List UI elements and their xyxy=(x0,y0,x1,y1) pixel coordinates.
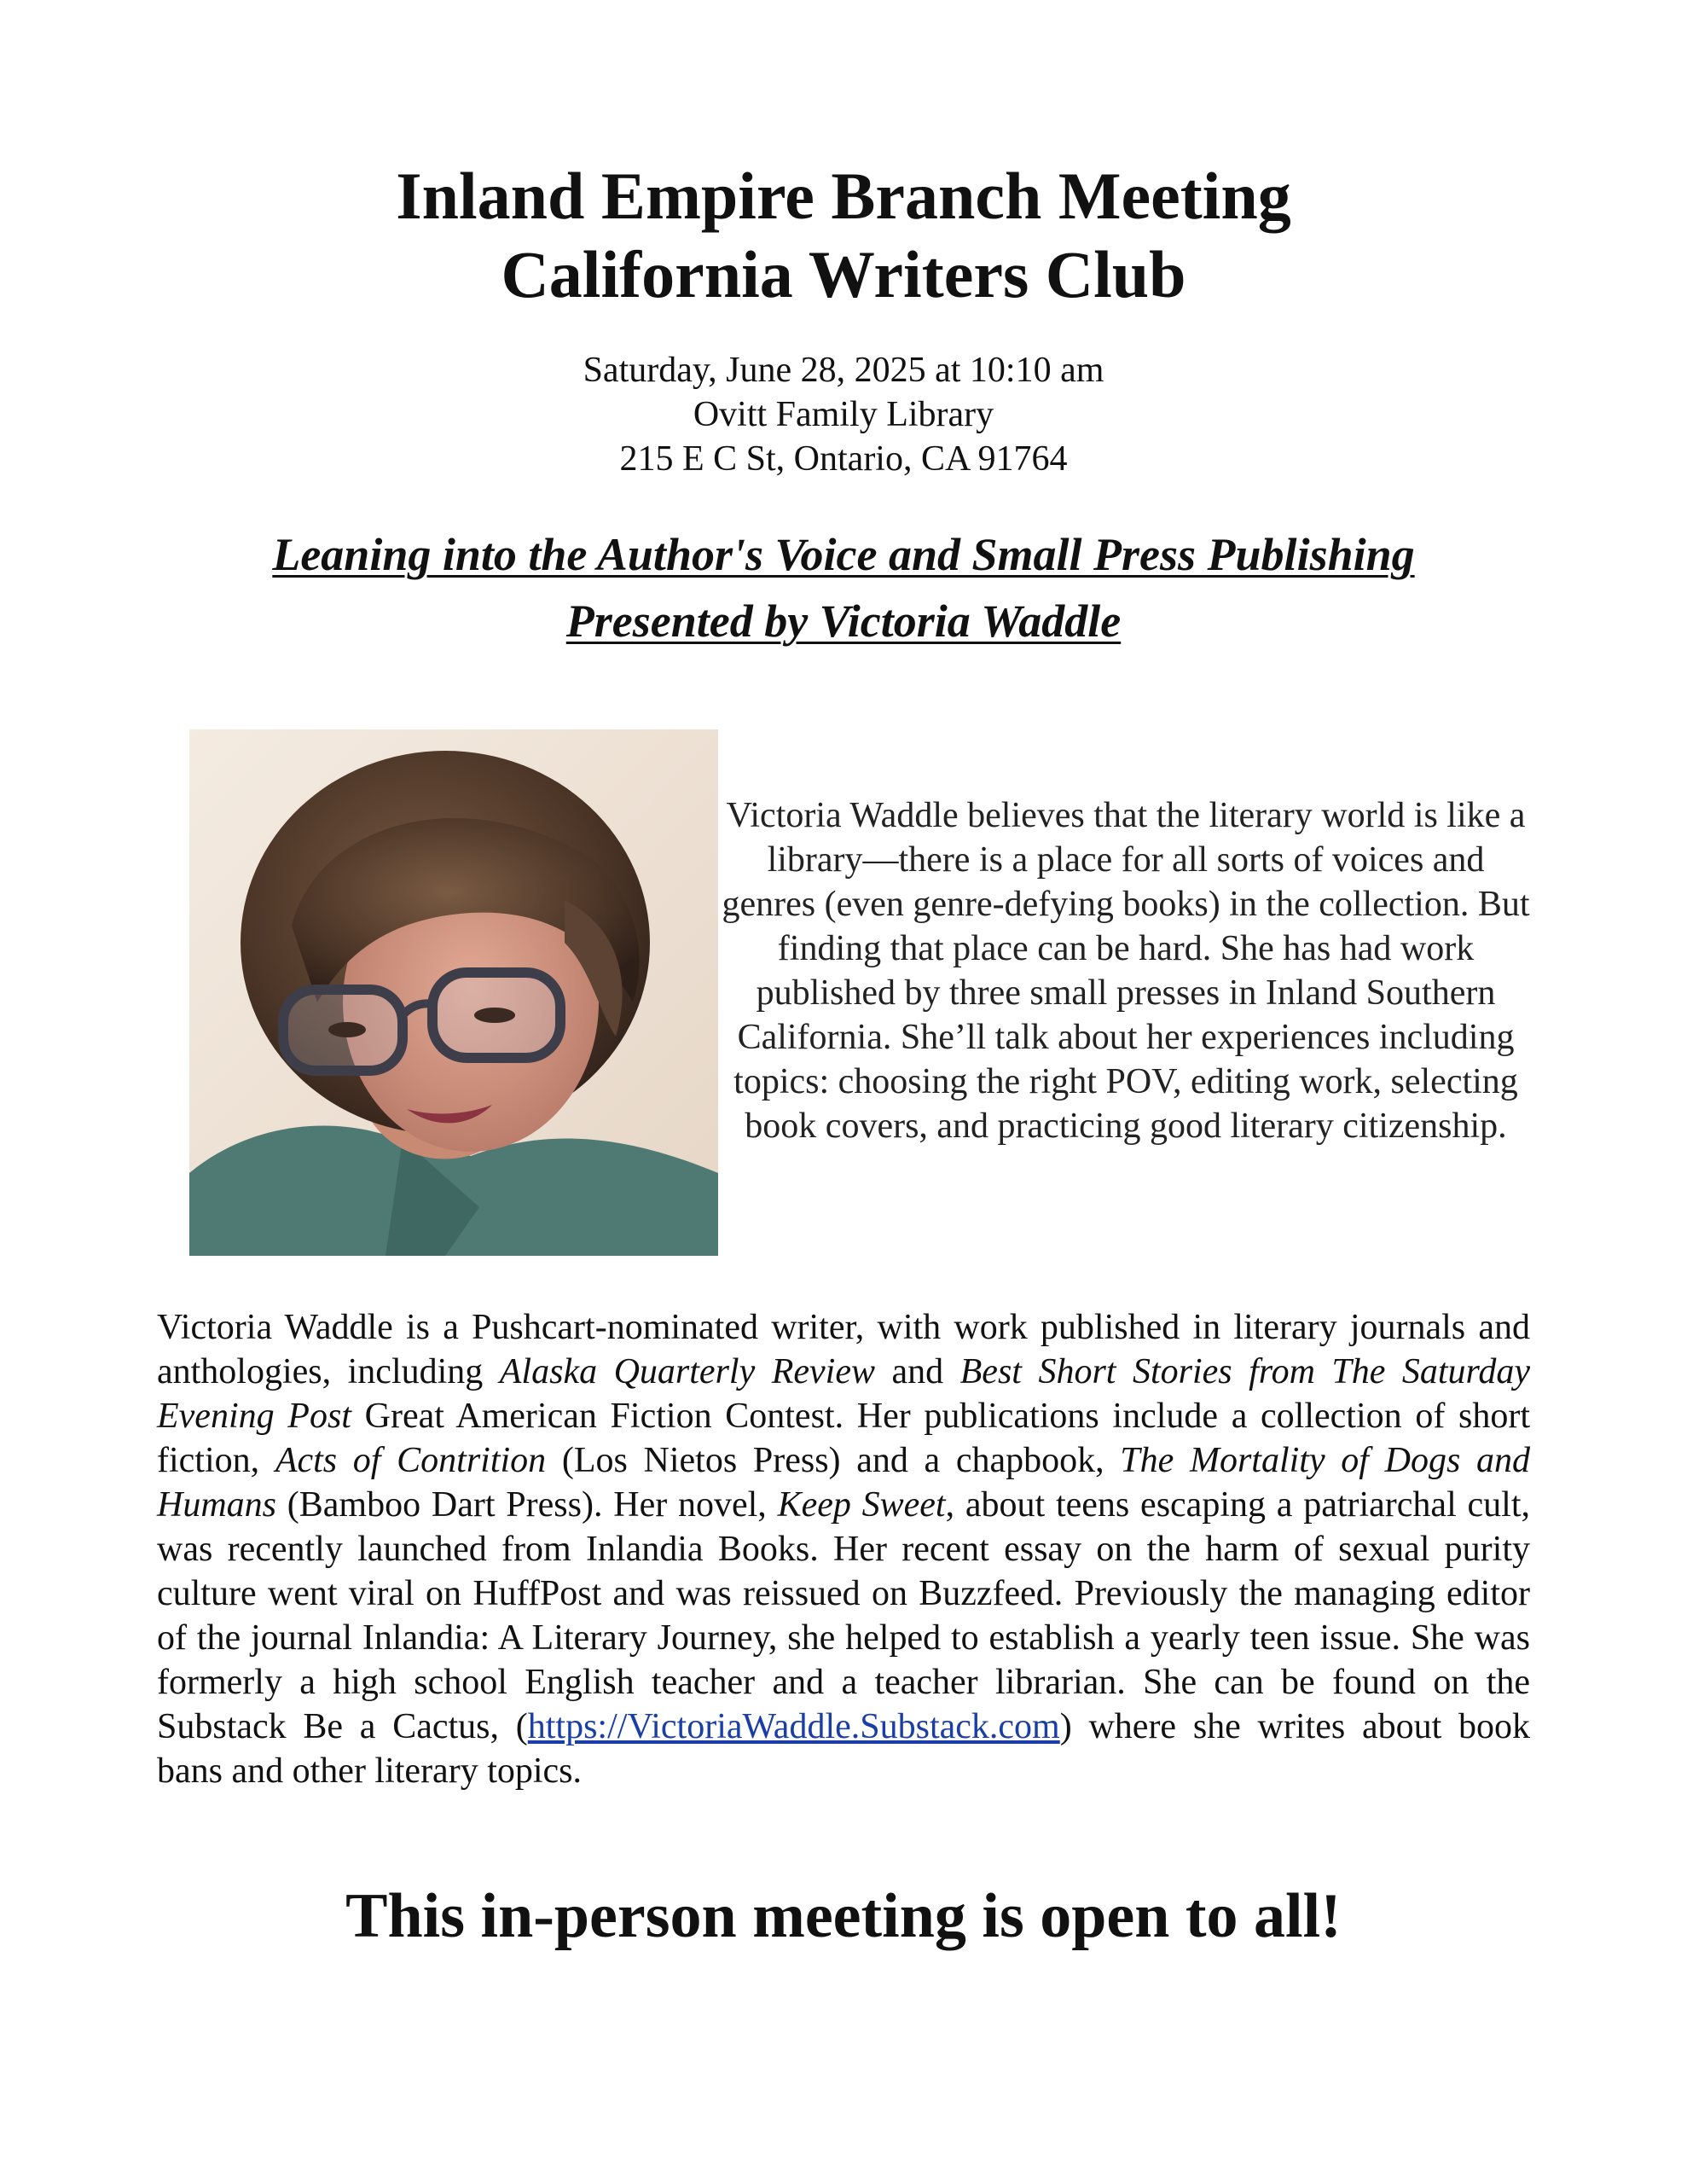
bio-title-alaska-quarterly-review: Alaska Quarterly Review xyxy=(499,1352,875,1391)
bio-text: and xyxy=(875,1352,960,1391)
bio-text: (Los Nietos Press) and a chapbook, xyxy=(546,1441,1121,1480)
event-venue: Ovitt Family Library xyxy=(693,395,994,434)
event-date-time: Saturday, June 28, 2025 at 10:10 am xyxy=(583,351,1104,390)
event-address: 215 E C St, Ontario, CA 91764 xyxy=(619,439,1068,479)
bio-text: ) where she writes about book bans and other literary topics. xyxy=(157,1707,1531,1791)
talk-description: Victoria Waddle believes that the literary world is like a library—there is a place for all sorts of voices and genres (even genre-defying books) in the collection. But finding that place can be hard. She has had work published by three small presses in Inland Southern California. She’ll talk about her experiences including topics: choosing the right POV, editing work, selecting book covers, and practicing good literary citizenship. xyxy=(722,796,1530,1146)
bio-text: (Bamboo Dart Press). Her novel, xyxy=(276,1485,778,1525)
presenter-line: Presented by Victoria Waddle xyxy=(565,595,1122,647)
page-title: Inland Empire Branch Meeting xyxy=(396,159,1291,233)
bio-title-best-short-stories: Best Short Stories from The Saturday Evening Post xyxy=(157,1352,1530,1436)
substack-link[interactable]: https://VictoriaWaddle.Substack.com xyxy=(527,1707,1060,1746)
closing-statement: This in-person meeting is open to all! xyxy=(345,1881,1342,1951)
author-photo xyxy=(189,729,718,1256)
bio-title-mortality-of-dogs: The Mortality of Dogs and Humans xyxy=(157,1441,1530,1525)
author-bio xyxy=(157,1305,1530,1793)
bio-text: , about teens escaping a patriarchal cult, was recently launched from Inlandia Books. Her recent essay on the harm of sexual purity culture went viral on HuffPost and was reissued on Buzzfeed. Previously the managing editor of the journal Inlandia: A Literary Journey, she helped to establish a yearly teen issue. She was formerly a high school English teacher and a teacher librarian. She can be found on the Substack Be a Cactus, ( xyxy=(157,1485,1530,1746)
bio-text: Victoria Waddle is a Pushcart-nominated writer, with work published in literary journals and anthologies, including xyxy=(157,1308,1530,1391)
bio-title-acts-of-contrition: Acts of Contrition xyxy=(275,1441,547,1480)
bio-title-keep-sweet: Keep Sweet xyxy=(777,1485,946,1525)
bio-text: Great American Fiction Contest. Her publications include a collection of short fiction, xyxy=(157,1397,1530,1480)
talk-title: Leaning into the Author's Voice and Small Press Publishing xyxy=(272,529,1415,580)
club-name: California Writers Club xyxy=(501,237,1186,311)
